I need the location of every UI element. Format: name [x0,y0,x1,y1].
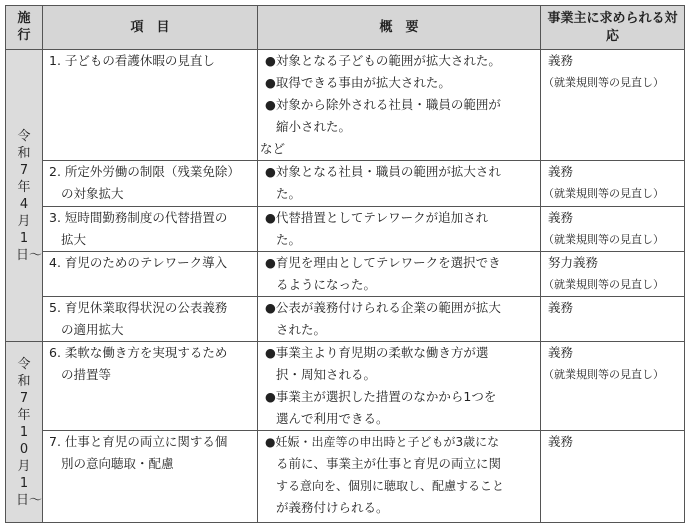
requirement-note: （就業規則等の見直し） [543,368,664,381]
item-text: 拡大 [61,232,87,247]
summary-line: ●事業主より育児期の柔軟な働き方が選 [265,345,489,360]
summary-line: ●事業主が選択した措置のなかから1つを [265,389,497,404]
summary-line: た。 [276,232,302,247]
item-text: 4. 育児のためのテレワーク導入 [49,255,228,270]
item-text: 5. 育児休業取得状況の公表義務 [49,300,228,315]
summary-line: るようになった。 [276,277,377,292]
summary-line: 縮小された。 [276,119,352,134]
summary-line: された。 [276,322,327,337]
summary-line: る前に、事業主が仕事と育児の両立に関 [276,456,502,471]
requirement-label: 義務 [548,210,574,225]
summary-line: ●対象となる社員・職員の範囲が拡大され [265,164,501,179]
item-text: の対象拡大 [61,186,124,201]
table-row [6,161,685,207]
requirement-cell [541,161,685,207]
item-cell [43,252,258,297]
table-row [6,252,685,297]
item-text: 3. 短時間勤務制度の代替措置の [49,210,228,225]
header-item: 項 目 [43,6,258,50]
summary-cell [258,207,541,252]
requirement-label: 義務 [548,345,574,360]
item-cell [43,297,258,342]
summary-line: ●公表が義務付けられる企業の範囲が拡大 [265,300,501,315]
summary-cell [258,297,541,342]
requirement-label: 努力義務 [548,255,599,270]
summary-line: 択・周知される。 [276,367,377,382]
item-text: 2. 所定外労働の制限（残業免除） [49,164,240,179]
item-cell [43,207,258,252]
summary-line: ●代替措置としてテレワークが追加され [265,210,489,225]
summary-cell [258,50,541,161]
requirement-note: （就業規則等の見直し） [543,278,664,291]
requirement-cell [541,50,685,161]
summary-line: ●対象となる子どもの範囲が拡大された。 [265,53,501,68]
requirement-cell [541,207,685,252]
header-summary: 概 要 [258,6,541,50]
summary-line: が義務付けられる。 [276,500,389,515]
period-label: 令和7年4月1日〜 [16,128,43,263]
table-row [6,342,685,431]
item-text: 6. 柔軟な働き方を実現するため [49,345,228,360]
summary-line: 選んで利用できる。 [276,411,389,426]
period-cell-apr [6,50,43,342]
header-requirement: 事業主に求められる対応 [541,6,685,50]
requirement-cell [541,252,685,297]
requirement-label: 義務 [548,53,574,68]
table-row [6,50,685,161]
table-row [6,297,685,342]
law-summary-table [5,5,685,523]
summary-line: する意向を、個別に聴取し、配慮すること [276,479,505,493]
requirement-label: 義務 [548,300,574,315]
period-label: 令和7年10月1日〜 [16,356,43,508]
period-cell-oct [6,342,43,523]
requirement-note: （就業規則等の見直し） [543,187,664,200]
requirement-note: （就業規則等の見直し） [543,233,664,246]
summary-cell [258,431,541,523]
item-text: の適用拡大 [61,322,124,337]
table-row [6,207,685,252]
item-text: 別の意向聴取・配慮 [61,456,174,471]
summary-cell [258,161,541,207]
requirement-cell [541,431,685,523]
requirement-note: （就業規則等の見直し） [543,76,664,89]
summary-cell [258,252,541,297]
summary-line: ●対象から除外される社員・職員の範囲が [265,97,501,112]
requirement-label: 義務 [548,434,574,449]
item-text: の措置等 [61,367,112,382]
summary-line: た。 [276,186,302,201]
item-text: 1. 子どもの看護休暇の見直し [49,53,215,68]
summary-cell [258,342,541,431]
item-cell [43,161,258,207]
item-cell [43,342,258,431]
summary-line: ●取得できる事由が拡大された。 [265,75,451,90]
requirement-label: 義務 [548,164,574,179]
requirement-cell [541,297,685,342]
table-row [6,431,685,523]
header-effective: 施行 [6,6,43,50]
summary-line: など [260,141,286,156]
item-cell [43,50,258,161]
summary-line: ●育児を理由としてテレワークを選択でき [265,255,501,270]
item-text: 7. 仕事と育児の両立に関する個 [49,434,228,449]
summary-line: ●妊娠・出産等の申出時と子どもが3歳にな [265,435,500,449]
item-cell [43,431,258,523]
requirement-cell [541,342,685,431]
